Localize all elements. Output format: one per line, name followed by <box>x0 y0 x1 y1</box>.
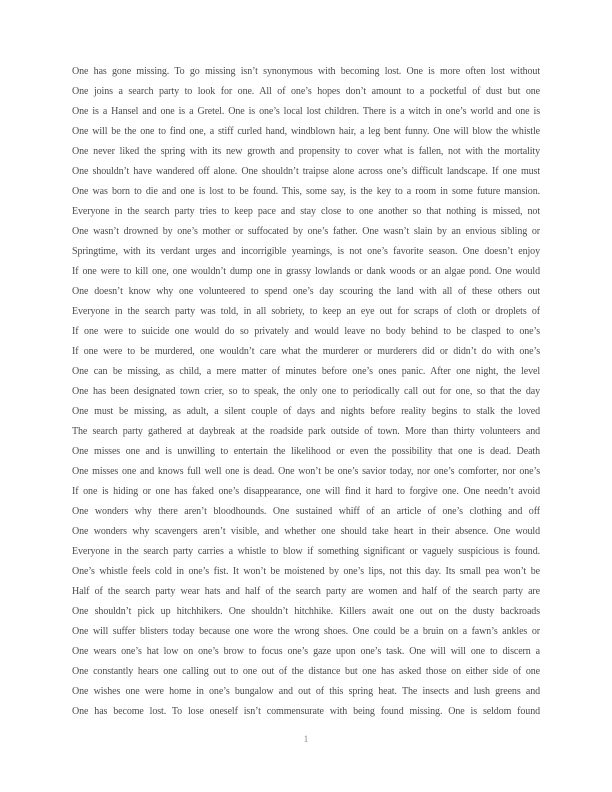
text-line: One misses one and knows full well one is dead. One won’t be one’s savior today, nor one’s comforter, nor one’s <box>72 466 540 477</box>
text-line: One was born to die and one is lost to be found. This, some say, is the key to a room in some future mansion. <box>72 186 540 197</box>
text-line: One has gone missing. To go missing isn’t synonymous with becoming lost. One is more often lost without <box>72 66 540 77</box>
text-line: One has been designated town crier, so to speak, the only one to periodically call out for one, so that the day <box>72 386 540 397</box>
text-line: If one were to suicide one would do so privately and would leave no body behind to be clasped to one’s <box>72 326 540 337</box>
text-line: Everyone in the search party tries to keep pace and stay close to one another so that nothing is missed, not <box>72 206 540 217</box>
text-line: One shouldn’t pick up hitchhikers. One shouldn’t hitchhike. Killers await one out on the dusty backroads <box>72 606 540 617</box>
text-line: One joins a search party to look for one. All of one’s hopes don’t amount to a pocketful of dust but one <box>72 86 540 97</box>
text-line: One’s whistle feels cold in one’s fist. It won’t be moistened by one’s lips, not this day. Its small pea won’t be <box>72 566 540 577</box>
text-line: One wasn’t drowned by one’s mother or suffocated by one’s father. One wasn’t slain by an envious sibling or <box>72 226 540 237</box>
text-line: One has become lost. To lose oneself isn’t commensurate with being found missing. One is seldom found <box>72 706 540 717</box>
text-line: One must be missing, as adult, a silent couple of days and nights before reality begins to stalk the loved <box>72 406 540 417</box>
text-line: One will suffer blisters today because one wore the wrong shoes. One could be a bruin on a fawn’s ankles or <box>72 626 540 637</box>
text-line: The search party gathered at daybreak at the roadside park outside of town. More than thirty volunteers and <box>72 426 540 437</box>
text-line: One doesn’t know why one volunteered to spend one’s day scouring the land with all of these others out <box>72 286 540 297</box>
text-line: One misses one and is unwilling to entertain the likelihood or even the possibility that one is dead. Death <box>72 446 540 457</box>
text-line: One wonders why scavengers aren’t visible, and whether one should take heart in their absence. One would <box>72 526 540 537</box>
text-line: One wonders why there aren’t bloodhounds. One sustained whiff of an article of one’s clothing and off <box>72 506 540 517</box>
text-line: Half of the search party wear hats and half of the search party are women and half of the search party are <box>72 586 540 597</box>
text-line: One wears one’s hat low on one’s brow to focus one’s gaze upon one’s task. One will will one to discern a <box>72 646 540 657</box>
text-line: Everyone in the search party was told, in all sobriety, to keep an eye out for scraps of cloth or droplets of <box>72 306 540 317</box>
page-number: 1 <box>303 735 309 745</box>
text-line: If one is hiding or one has faked one’s disappearance, one will find it hard to forgive one. One needn’t avoid <box>72 486 540 497</box>
text-line: One is a Hansel and one is a Gretel. One is one’s local lost children. There is a witch in one’s world and one is <box>72 106 540 117</box>
text-line: One never liked the spring with its new growth and propensity to cover what is fallen, not with the mortality <box>72 146 540 157</box>
text-line: One wishes one were home in one’s bungalow and out of this spring heat. The insects and lush greens and <box>72 686 540 697</box>
text-line: If one were to kill one, one wouldn’t dump one in grassy lowlands or dank woods or an algae pond. One would <box>72 266 540 277</box>
text-line: One will be the one to find one, a stiff curled hand, windblown hair, a leg bent funny. One will blow the whistle <box>72 126 540 137</box>
text-line: One can be missing, as child, a mere matter of minutes before one’s ones panic. After one night, the level <box>72 366 540 377</box>
page-text <box>72 62 540 722</box>
text-line: One constantly hears one calling out to one out of the distance but one has asked those on either side of one <box>72 666 540 677</box>
text-line: Springtime, with its verdant urges and incorrigible yearnings, is not one’s favorite season. One doesn’t enjoy <box>72 246 540 257</box>
text-line: If one were to be murdered, one wouldn’t care what the murderer or murderers did or didn’t do with one’s <box>72 346 540 357</box>
text-line: Everyone in the search party carries a whistle to blow if something significant or vaguely suspicious is found. <box>72 546 540 557</box>
text-line: One shouldn’t have wandered off alone. One shouldn’t traipse alone across one’s difficult landscape. If one must <box>72 166 540 177</box>
